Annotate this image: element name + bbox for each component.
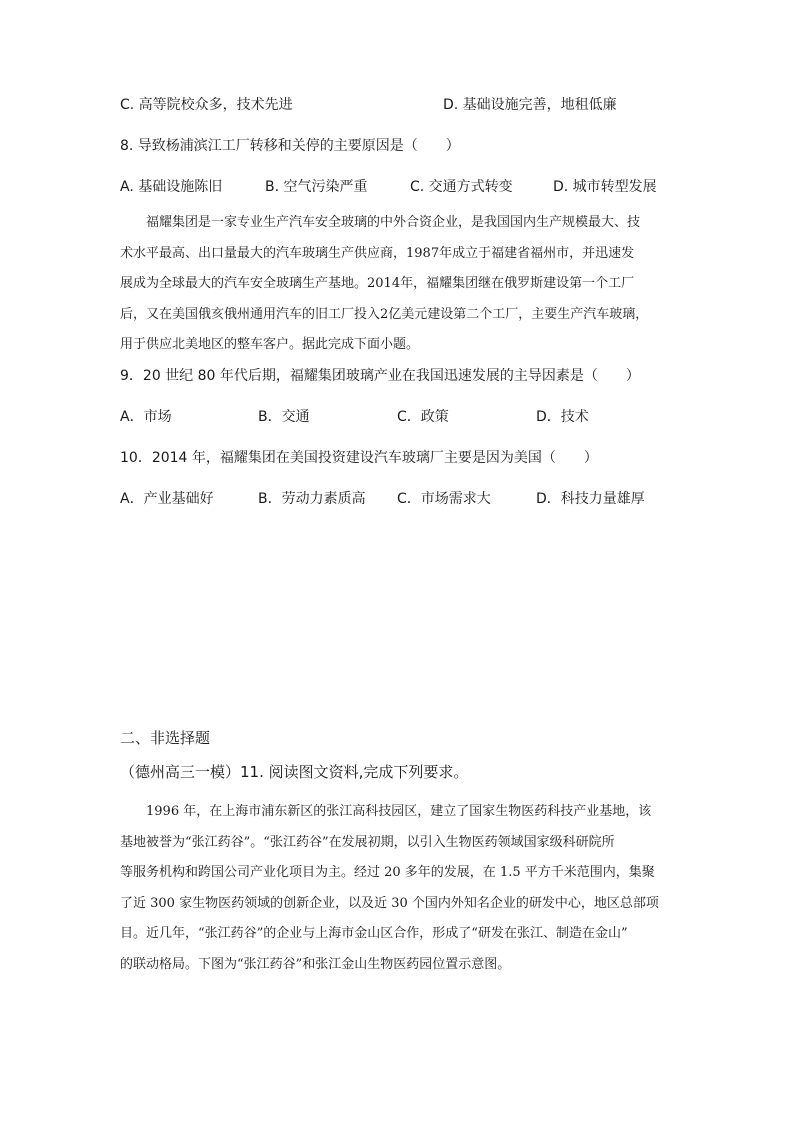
passage-fuyao [120, 208, 680, 361]
q10-option-a: A．产业基础好 [120, 491, 214, 507]
q8-option-b: B. 空气污染严重 [265, 179, 368, 195]
passage-zhangjiang-line: 了近 300 家生物医药领域的创新企业，以及近 30 个国内外知名企业的研发中心，地区总部项 [120, 895, 659, 911]
q9-option-b: B．交通 [258, 409, 310, 425]
passage-fuyao-line: 后，又在美国俄亥俄州通用汽车的旧工厂投入2亿美元建设第二个工厂，主要生产汽车玻璃， [120, 306, 649, 322]
passage-zhangjiang-line: 1996 年，在上海市浦东新区的张江高科技园区，建立了国家生物医药科技产业基地，该 [146, 804, 652, 819]
q10-option-d: D．科技力量雄厚 [536, 491, 645, 507]
q9-option-a: A．市场 [120, 409, 172, 425]
q9-option-c: C．政策 [397, 409, 449, 425]
q7-option-d: D. 基础设施完善，地租低廉 [443, 97, 617, 113]
q8-option-c: C. 交通方式转变 [410, 179, 513, 195]
q10-option-b: B．劳动力素质高 [258, 491, 366, 507]
q10-option-c: C．市场需求大 [397, 491, 491, 507]
passage-zhangjiang-line: 基地被誉为“张江药谷”。“张江药谷”在发展初期，以引入生物医药领域国家级科研院所 [120, 834, 615, 850]
passage-fuyao-line: 术水平最高、出口量最大的汽车玻璃生产供应商，1987年成立于福建省福州市，并迅速发 [120, 245, 635, 261]
q8-stem: 8. 导致杨浦滨江工厂转移和关停的主要原因是（ ） [120, 138, 460, 154]
q9-stem: 9．20 世纪 80 年代后期，福耀集团玻璃产业在我国迅速发展的主导因素是（ ） [120, 368, 640, 384]
q10-stem: 10．2014 年，福耀集团在美国投资建设汽车玻璃厂主要是因为美国（ ） [120, 450, 598, 466]
passage-fuyao-line: 用于供应北美地区的整车客户。据此完成下面小题。 [120, 337, 420, 352]
q8-option-a: A. 基础设施陈旧 [120, 179, 223, 195]
passage-zhangjiang [120, 797, 680, 980]
passage-zhangjiang-line: 等服务机构和跨国公司产业化项目为主。经过 20 多年的发展，在 1.5 平方千米范围内，集聚 [120, 865, 655, 880]
q9-option-d: D．技术 [536, 409, 589, 425]
q7-option-c: C. 高等院校众多，技术先进 [120, 97, 293, 113]
passage-fuyao-line: 福耀集团是一家专业生产汽车安全玻璃的中外合资企业，是我国国内生产规模最大、技 [146, 215, 641, 230]
passage-zhangjiang-line: 目。近几年，“张江药谷”的企业与上海市金山区合作，形成了“研发在张江、制造在金山” [120, 926, 628, 941]
passage-zhangjiang-line: 的联动格局。下图为“张江药谷”和张江金山生物医药园位置示意图。 [120, 956, 511, 972]
q11-stem: （德州高三一模）11. 阅读图文资料,完成下列要求。 [120, 763, 469, 781]
passage-fuyao-line: 展成为全球最大的汽车安全玻璃生产基地。2014年，福耀集团继在俄罗斯建设第一个工厂 [120, 276, 635, 291]
q8-option-d: D. 城市转型发展 [553, 179, 657, 195]
section-title: 二、非选择题 [120, 729, 211, 747]
